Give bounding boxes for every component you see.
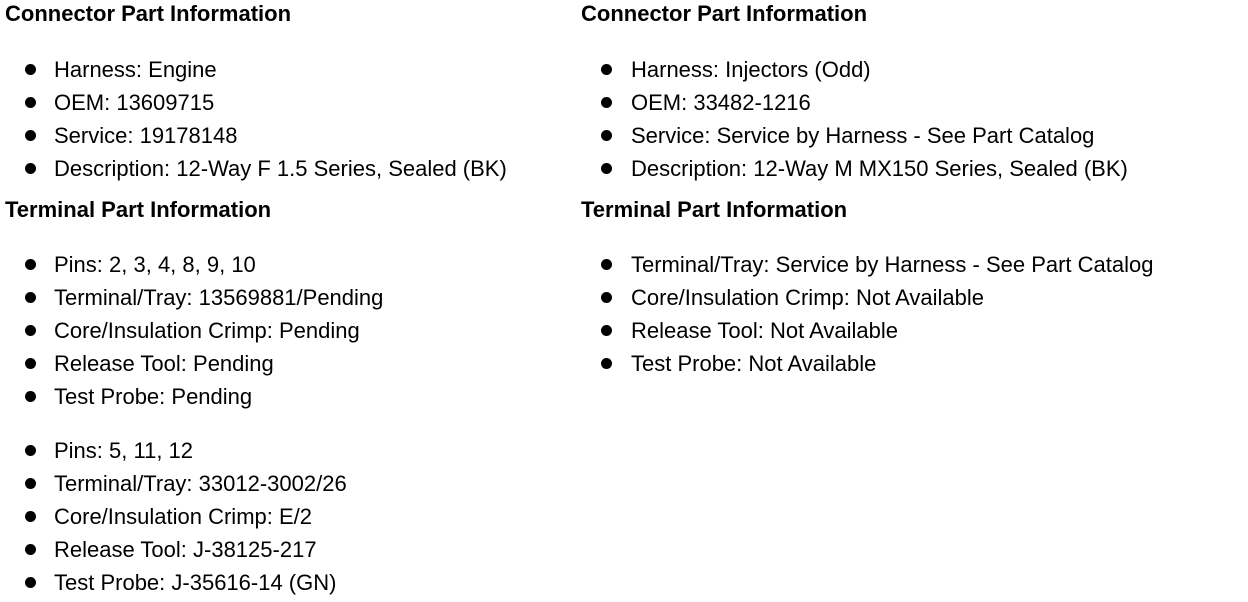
list-item	[0, 467, 347, 500]
list-item	[0, 566, 347, 599]
item-text: Terminal/Tray: 33012-3002/26	[54, 471, 347, 496]
list-item	[0, 53, 507, 86]
bullet-icon	[25, 577, 36, 588]
item-text: Core/Insulation Crimp: E/2	[54, 504, 312, 529]
item-text: OEM: 13609715	[54, 90, 215, 115]
terminal-part-heading: Terminal Part Information	[581, 197, 848, 222]
item-text: Release Tool: Pending	[54, 351, 274, 376]
bullet-icon	[25, 64, 36, 75]
bullet-icon	[601, 97, 612, 108]
list-item	[0, 533, 347, 566]
item-text: Harness: Injectors (Odd)	[631, 57, 871, 82]
terminal-part-list-1	[0, 248, 383, 413]
bullet-icon	[601, 325, 612, 336]
bullet-icon	[25, 97, 36, 108]
item-text: Service: Service by Harness - See Part Catalog	[631, 123, 1095, 148]
connector-part-list	[581, 53, 1128, 185]
list-item	[581, 86, 1128, 119]
bullet-icon	[25, 259, 36, 270]
bullet-icon	[25, 163, 36, 174]
list-item	[0, 500, 347, 533]
item-text: Service: 19178148	[54, 123, 238, 148]
bullet-icon	[601, 163, 612, 174]
item-text: Description: 12-Way F 1.5 Series, Sealed (BK)	[54, 156, 507, 181]
terminal-part-list-1	[581, 248, 1154, 380]
list-item	[0, 281, 383, 314]
bullet-icon	[601, 358, 612, 369]
list-item	[581, 314, 1154, 347]
bullet-icon	[601, 64, 612, 75]
bullet-icon	[25, 130, 36, 141]
item-text: Terminal/Tray: Service by Harness - See Part Catalog	[631, 252, 1154, 277]
list-item	[0, 152, 507, 185]
list-item	[581, 119, 1128, 152]
list-item	[0, 119, 507, 152]
bullet-icon	[601, 130, 612, 141]
item-text: Release Tool: J-38125-217	[54, 537, 317, 562]
bullet-icon	[25, 445, 36, 456]
list-item	[581, 152, 1128, 185]
bullet-icon	[25, 544, 36, 555]
list-item	[0, 86, 507, 119]
item-text: Core/Insulation Crimp: Not Available	[631, 285, 984, 310]
item-text: OEM: 33482-1216	[631, 90, 811, 115]
item-text: Core/Insulation Crimp: Pending	[54, 318, 360, 343]
list-item	[581, 281, 1154, 314]
list-item	[0, 314, 383, 347]
item-text: Test Probe: Pending	[54, 384, 253, 409]
list-item	[581, 347, 1154, 380]
item-text: Test Probe: J-35616-14 (GN)	[54, 570, 337, 595]
bullet-icon	[601, 259, 612, 270]
item-text: Terminal/Tray: 13569881/Pending	[54, 285, 384, 310]
item-text: Pins: 2, 3, 4, 8, 9, 10	[54, 252, 256, 277]
bullet-icon	[25, 325, 36, 336]
item-text: Description: 12-Way M MX150 Series, Sealed (BK)	[631, 156, 1128, 181]
terminal-part-list-2	[0, 434, 347, 599]
item-text: Harness: Engine	[54, 57, 217, 82]
list-item	[581, 248, 1154, 281]
connector-part-heading: Connector Part Information	[581, 1, 868, 26]
list-item	[0, 248, 383, 281]
bullet-icon	[25, 511, 36, 522]
list-item	[0, 434, 347, 467]
item-text: Pins: 5, 11, 12	[54, 438, 194, 463]
item-text: Test Probe: Not Available	[631, 351, 877, 376]
terminal-part-heading: Terminal Part Information	[5, 197, 272, 222]
list-item	[0, 347, 383, 380]
bullet-icon	[601, 292, 612, 303]
bullet-icon	[25, 391, 36, 402]
connector-part-heading: Connector Part Information	[5, 1, 292, 26]
connector-part-list	[0, 53, 507, 185]
bullet-icon	[25, 358, 36, 369]
list-item	[581, 53, 1128, 86]
bullet-icon	[25, 292, 36, 303]
bullet-icon	[25, 478, 36, 489]
list-item	[0, 380, 383, 413]
item-text: Release Tool: Not Available	[631, 318, 899, 343]
